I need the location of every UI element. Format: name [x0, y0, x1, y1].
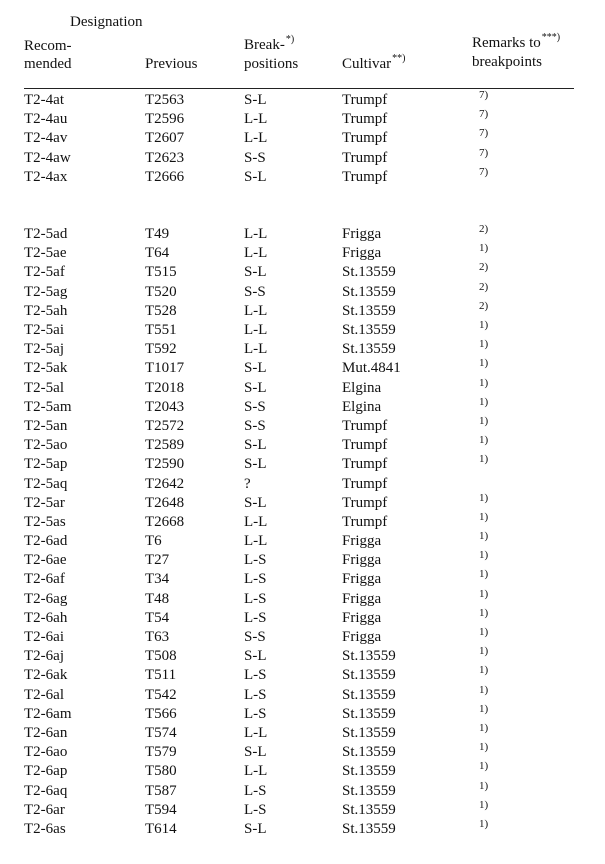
- breakposition-cell: L-L: [244, 226, 268, 242]
- cultivar-cell: St.13559: [342, 322, 396, 338]
- recommended-cell: T2-5ag: [24, 283, 68, 300]
- recommended-cell: T2-6ah: [24, 609, 68, 626]
- cultivar-heading: [342, 53, 406, 74]
- remark-cell: 1): [479, 357, 489, 370]
- recommended-cell: T2-6af: [24, 571, 65, 588]
- breakposition-cell: S-L: [244, 494, 267, 511]
- previous-cell: T2043: [145, 398, 185, 415]
- previous-cell: T551: [145, 322, 177, 338]
- recommended-cell: T2-5ap: [24, 456, 68, 473]
- recommended-cell: T2-4aw: [24, 149, 71, 166]
- recommended-cell: T2-5ak: [24, 360, 68, 377]
- breakposition-cell: L-L: [244, 725, 268, 741]
- recommended-cell: T2-6ae: [24, 552, 67, 569]
- recommended-heading-line2: mended: [24, 56, 72, 72]
- cultivar-cell: St.13559: [342, 264, 396, 281]
- breakpositions-heading-line2: positions: [244, 56, 299, 72]
- recommended-cell: T2-5al: [24, 379, 64, 396]
- cultivar-cell: St.13559: [342, 801, 396, 818]
- cultivar-cell: Trumpf: [342, 168, 388, 185]
- cultivar-cell: St.13559: [342, 283, 396, 300]
- remark-cell: 1): [479, 549, 489, 562]
- remark-cell: 1): [479, 338, 489, 351]
- previous-cell: T2596: [145, 111, 185, 128]
- remark-cell: 1): [479, 626, 489, 638]
- breakposition-cell: L-S: [244, 590, 267, 607]
- recommended-cell: T2-6aj: [24, 648, 64, 665]
- remark-cell: 1): [479, 242, 489, 255]
- recommended-cell: T2-5ah: [24, 302, 68, 319]
- recommended-cell: T2-6ao: [24, 744, 68, 761]
- cultivar-cell: Frigga: [342, 245, 382, 262]
- cultivar-footnote-mark: **): [392, 53, 406, 64]
- breakposition-cell: S-S: [244, 398, 266, 415]
- recommended-cell: T2-5ad: [24, 226, 68, 242]
- cultivar-cell: Frigga: [342, 590, 382, 607]
- cultivar-cell: St.13559: [342, 686, 396, 703]
- cultivar-cell: Frigga: [342, 533, 382, 549]
- remark-cell: 1): [479, 779, 489, 792]
- recommended-cell: T2-5af: [24, 264, 65, 281]
- breakposition-cell: S-L: [244, 360, 267, 377]
- remark-cell: 1): [479, 415, 489, 427]
- recommended-cell: T2-4at: [24, 92, 64, 108]
- previous-cell: T2572: [145, 418, 185, 434]
- previous-cell: T511: [145, 667, 177, 684]
- cultivar-label: Cultivar: [342, 56, 392, 72]
- cultivar-cell: St.13559: [342, 782, 396, 799]
- cultivar-cell: Elgina: [342, 398, 382, 415]
- previous-cell: T48: [145, 590, 170, 607]
- recommended-cell: T2-6as: [24, 821, 66, 837]
- breakposition-cell: L-L: [244, 341, 268, 358]
- breakpositions-heading-line1: [244, 34, 295, 55]
- recommended-cell: T2-6ar: [24, 801, 65, 818]
- remarks-heading-line1: [472, 32, 561, 53]
- cultivar-cell: Frigga: [342, 629, 382, 645]
- remark-cell: 1): [479, 645, 489, 658]
- previous-cell: T515: [145, 264, 177, 281]
- breakposition-cell: ?: [244, 475, 251, 492]
- remark-cell: 1): [479, 606, 489, 619]
- cultivar-cell: St.13559: [342, 667, 396, 684]
- previous-cell: T2642: [145, 475, 185, 492]
- remark-cell: 1): [479, 702, 489, 715]
- recommended-cell: T2-6am: [24, 705, 72, 722]
- remark-cell: 2): [479, 261, 489, 274]
- remark-cell: 7): [479, 108, 489, 121]
- remark-cell: 1): [479, 587, 489, 600]
- breakposition-cell: S-L: [244, 437, 267, 454]
- remark-cell: 1): [479, 741, 489, 754]
- breakposition-cell: L-S: [244, 609, 267, 626]
- previous-cell: T2018: [145, 379, 185, 396]
- breakposition-cell: L-L: [244, 763, 268, 780]
- cultivar-cell: Frigga: [342, 552, 382, 569]
- breakposition-cell: L-L: [244, 302, 268, 319]
- cultivar-cell: St.13559: [342, 763, 396, 780]
- cultivar-cell: St.13559: [342, 725, 396, 741]
- previous-cell: T574: [145, 725, 177, 741]
- previous-cell: T2563: [145, 92, 185, 108]
- breakposition-cell: S-L: [244, 821, 267, 837]
- breakposition-cell: L-L: [244, 130, 268, 147]
- previous-cell: T2589: [145, 437, 185, 454]
- cultivar-cell: Frigga: [342, 571, 382, 588]
- remark-cell: 1): [479, 511, 489, 523]
- recommended-cell: T2-5an: [24, 418, 68, 434]
- remarks-heading-line2: breakpoints: [472, 54, 542, 70]
- remark-cell: 1): [479, 530, 489, 542]
- previous-cell: T63: [145, 629, 170, 645]
- designation-heading: Designation: [70, 14, 143, 30]
- remark-cell: 1): [479, 683, 489, 696]
- cultivar-cell: Frigga: [342, 609, 382, 626]
- previous-cell: T6: [145, 533, 162, 549]
- recommended-cell: T2-6al: [24, 686, 64, 703]
- cultivar-cell: St.13559: [342, 705, 396, 722]
- breakposition-cell: S-L: [244, 456, 267, 473]
- remark-cell: 1): [479, 760, 489, 773]
- previous-cell: T2623: [145, 149, 185, 166]
- previous-cell: T2668: [145, 514, 185, 530]
- remark-cell: 1): [479, 664, 489, 677]
- breakpositions-label: Break-: [244, 37, 285, 53]
- remark-cell: 1): [479, 568, 489, 581]
- breakposition-cell: L-L: [244, 245, 268, 262]
- remark-cell: 7): [479, 127, 489, 140]
- remark-cell: 1): [479, 818, 489, 830]
- cultivar-cell: St.13559: [342, 744, 396, 761]
- breakposition-cell: S-S: [244, 629, 266, 645]
- breakposition-cell: S-L: [244, 92, 267, 108]
- cultivar-cell: Trumpf: [342, 111, 388, 128]
- cultivar-cell: St.13559: [342, 821, 396, 837]
- header-rule: [24, 88, 574, 89]
- previous-cell: T614: [145, 821, 177, 837]
- remark-cell: 7): [479, 146, 489, 159]
- breakposition-cell: L-S: [244, 782, 267, 799]
- breakposition-cell: S-S: [244, 418, 266, 434]
- remark-cell: 1): [479, 453, 489, 466]
- cultivar-cell: St.13559: [342, 341, 396, 358]
- breakposition-cell: S-L: [244, 379, 267, 396]
- breakposition-cell: S-S: [244, 149, 266, 166]
- cultivar-cell: Trumpf: [342, 475, 388, 492]
- recommended-cell: T2-5am: [24, 398, 72, 415]
- recommended-cell: T2-5ar: [24, 494, 65, 511]
- previous-cell: T542: [145, 686, 177, 703]
- recommended-cell: T2-6ag: [24, 590, 68, 607]
- breakposition-cell: L-L: [244, 533, 268, 549]
- breakposition-cell: S-L: [244, 648, 267, 665]
- breakposition-cell: S-L: [244, 264, 267, 281]
- remark-cell: 2): [479, 223, 489, 235]
- breakposition-cell: S-L: [244, 168, 267, 185]
- remark-cell: 7): [479, 89, 489, 101]
- cultivar-cell: Trumpf: [342, 456, 388, 473]
- cultivar-cell: Frigga: [342, 226, 382, 242]
- breakpositions-footnote-mark: *): [285, 34, 295, 45]
- previous-cell: T508: [145, 648, 177, 665]
- cultivar-cell: Trumpf: [342, 92, 388, 108]
- remark-cell: 1): [479, 319, 489, 331]
- breakposition-cell: L-S: [244, 686, 267, 703]
- previous-cell: T587: [145, 782, 177, 799]
- remark-cell: 1): [479, 491, 489, 504]
- recommended-cell: T2-6ak: [24, 667, 68, 684]
- breakposition-cell: L-L: [244, 322, 268, 338]
- remarks-label: Remarks to: [472, 35, 541, 51]
- recommended-cell: T2-5as: [24, 514, 66, 530]
- cultivar-cell: Trumpf: [342, 418, 388, 434]
- recommended-cell: T2-5ai: [24, 322, 64, 338]
- previous-cell: T54: [145, 609, 170, 626]
- remark-cell: 1): [479, 395, 489, 408]
- cultivar-cell: Elgina: [342, 379, 382, 396]
- cultivar-cell: St.13559: [342, 648, 396, 665]
- remark-cell: 1): [479, 722, 489, 734]
- previous-cell: T579: [145, 744, 177, 761]
- previous-cell: T34: [145, 571, 170, 588]
- breakposition-cell: L-L: [244, 111, 268, 128]
- previous-cell: T2648: [145, 494, 185, 511]
- breakposition-cell: L-S: [244, 571, 267, 588]
- cultivar-cell: Trumpf: [342, 514, 388, 530]
- breakposition-cell: L-L: [244, 514, 268, 530]
- previous-cell: T2666: [145, 168, 185, 185]
- remark-cell: 2): [479, 280, 489, 293]
- breakposition-cell: L-S: [244, 552, 267, 569]
- recommended-cell: T2-6an: [24, 725, 68, 741]
- remarks-footnote-mark: ***): [541, 32, 561, 43]
- breakposition-cell: S-S: [244, 283, 266, 300]
- previous-cell: T64: [145, 245, 170, 262]
- cultivar-cell: Trumpf: [342, 437, 388, 454]
- remark-cell: 7): [479, 165, 489, 178]
- recommended-cell: T2-5ao: [24, 437, 68, 454]
- previous-heading: Previous: [145, 56, 198, 72]
- recommended-cell: T2-5aj: [24, 341, 64, 358]
- previous-cell: T2607: [145, 130, 185, 147]
- remark-cell: 2): [479, 299, 489, 312]
- recommended-cell: T2-4ax: [24, 168, 68, 185]
- previous-cell: T1017: [145, 360, 185, 377]
- recommended-cell: T2-5aq: [24, 475, 68, 492]
- breakposition-cell: L-S: [244, 705, 267, 722]
- recommended-cell: T2-5ae: [24, 245, 67, 262]
- previous-cell: T27: [145, 552, 170, 569]
- remark-cell: 1): [479, 434, 489, 447]
- cultivar-cell: St.13559: [342, 302, 396, 319]
- previous-cell: T580: [145, 763, 177, 780]
- recommended-cell: T2-6ad: [24, 533, 68, 549]
- previous-cell: T520: [145, 283, 177, 300]
- previous-cell: T528: [145, 302, 177, 319]
- recommended-heading-line1: Recom-: [24, 38, 72, 54]
- cultivar-cell: Mut.4841: [342, 360, 401, 377]
- remark-cell: 1): [479, 798, 489, 811]
- recommended-cell: T2-4av: [24, 130, 68, 147]
- previous-cell: T566: [145, 705, 177, 722]
- recommended-cell: T2-6aq: [24, 782, 68, 799]
- remark-cell: 1): [479, 376, 489, 389]
- recommended-cell: T2-6ai: [24, 629, 64, 645]
- recommended-cell: T2-4au: [24, 111, 68, 128]
- breakposition-cell: S-L: [244, 744, 267, 761]
- cultivar-cell: Trumpf: [342, 130, 388, 147]
- breakposition-cell: L-S: [244, 801, 267, 818]
- previous-cell: T49: [145, 226, 170, 242]
- previous-cell: T2590: [145, 456, 185, 473]
- recommended-cell: T2-6ap: [24, 763, 68, 780]
- previous-cell: T594: [145, 801, 177, 818]
- breakposition-cell: L-S: [244, 667, 267, 684]
- previous-cell: T592: [145, 341, 177, 358]
- cultivar-cell: Trumpf: [342, 494, 388, 511]
- cultivar-cell: Trumpf: [342, 149, 388, 166]
